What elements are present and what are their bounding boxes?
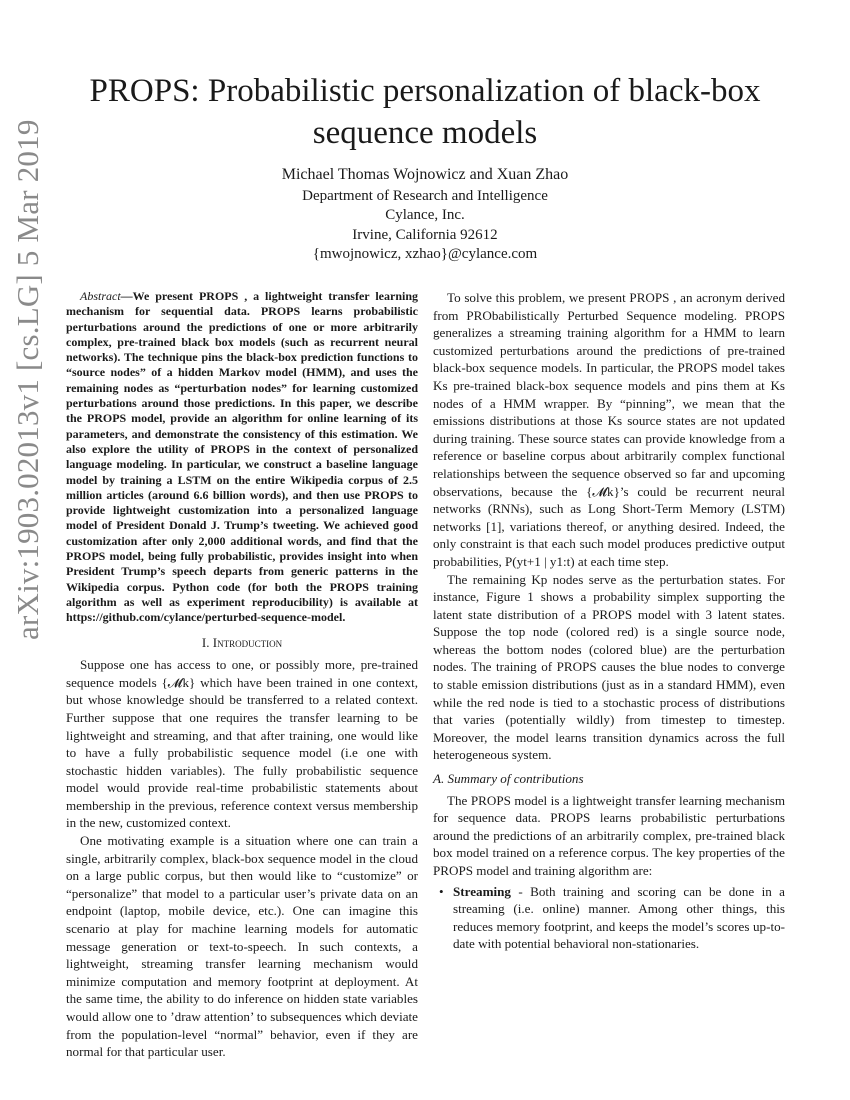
abstract-label: Abstract bbox=[80, 289, 121, 303]
left-column bbox=[66, 289, 418, 1061]
affiliation-department: Department of Research and Intelligence bbox=[302, 187, 548, 204]
contributions-list bbox=[433, 883, 785, 953]
intro-paragraph-3: To solve this problem, we present PROPS , an acronym derived from PRObabilistically Perturbed Sequence modeling. PROPS generalizes a streaming training algorithm for a HMM to learn customized perturbations around the predictions of pre-trained black-box sequence models. In particular, the PROPS model takes Ks pre-trained black-box sequence models and pins them at Ks nodes of a HMM wrapper. By “pinning”, we mean that the emissions distributions at those Ks source states are not updated during training. These source states can provide knowledge from a reference or baseline corpus about arbitrarily complex functional relationships between the sequence observed so far and upcoming observations, because the {𝓜k}’s could be recurrent neural networks (RNNs), such as Long Short-Term Memory (LSTM) networks [1], variations thereof, or anything desired. Indeed, the only constraint is that each such model produces predictive output probabilities, P(yt+1 | y1:t) at each time step. bbox=[433, 290, 785, 569]
list-item bbox=[433, 883, 785, 953]
affiliation-address: Irvine, California 92612 bbox=[352, 226, 498, 243]
section-introduction-heading: I. Introduction bbox=[201, 634, 283, 650]
affiliation-company: Cylance, Inc. bbox=[385, 207, 465, 223]
right-column bbox=[433, 289, 785, 953]
bullet-icon: • bbox=[439, 883, 444, 899]
abstract bbox=[66, 289, 418, 626]
contributions-paragraph: The PROPS model is a lightweight transfer learning mechanism for sequence data. PROPS learns probabilistic perturbations around the predictions of an arbitrarily complex, pre-trained black box model trained on a reference corpus. The key properties of the PROPS model and training algorithm are: bbox=[433, 792, 785, 878]
author-names: Michael Thomas Wojnowicz and Xuan Zhao bbox=[281, 166, 569, 183]
bullet-term: Streaming bbox=[453, 883, 511, 899]
bullet-text: - Both training and scoring can be done in a streaming (i.e. online) manner. Among other things, this reduces memory footprint, and keeps the model’s scores up-to-date with potential behavioral non-stationaries. bbox=[453, 883, 785, 952]
intro-paragraph-2: One motivating example is a situation where one can train a single, arbitrarily complex, black-box sequence model in the cloud on a large public corpus, but then would like to “customize” or “personalize” that model to a particular user’s private data on an endpoint (laptop, mobile device, etc.). One can imagine this scenario at play for machine learning models for automatic message generation or text-to-speech. In such contexts, a lightweight, streaming transfer learning mechanism would minimize computation and memory footprint at deployment. At the same time, the ability to do inference on hidden state variables would allow one to ’draw attention’ to subsequences which deviate from the population-level “normal” behavior, even if they are normal for that particular user. bbox=[66, 833, 418, 1060]
abstract-text: —We present PROPS , a lightweight transfer learning mechanism for sequential data. PROPS learns probabilistic perturbations around the predictions of one or more arbitrarily complex, pre-trained black box models (such as recurrent neural networks). The technique pins the black-box prediction functions to “source nodes” of a hidden Markov model (HMM), and uses the remaining nodes as “perturbation nodes” for learning customized perturbations around those predictions. In this paper, we describe the PROPS model, provide an algorithm for online learning of its parameters, and demonstrate the consistency of this estimation. We also explore the utility of PROPS in the context of personalized language modeling. In particular, we construct a baseline language model by training a LSTM on the entire Wikipedia corpus of 2.5 million articles (around 6.6 billion words), and then use PROPS to provide lightweight customization into a personalized language model of President Donald J. Trump’s tweeting. We achieved good customization after only 2,000 additional words, and find that the PROPS model, being fully probabilistic, provides insight into when President Trump’s speech departs from generic patterns in the Wikipedia corpus. Python code (for both the PROPS training algorithm as well as experiment reproducibility) is available at https://github.com/cylance/perturbed-sequence-model. bbox=[66, 289, 418, 625]
author-emails: {mwojnowicz, xzhao}@cylance.com bbox=[312, 246, 538, 262]
intro-paragraph-4: The remaining Kp nodes serve as the perturbation states. For instance, Figure 1 shows a probability simplex supporting the latent state distribution of a PROPS model with 3 latent states. Suppose the top node (colored red) is a single source node, whereas the bottom nodes (colored blue) are the perturbation nodes. The training of PROPS causes the blue nodes to converge to stable emission distributions (just as in a standard HMM), even while the red node is tied to a stochastic process of distributions that varies (potentially wildly) from timestep to timestep. Moreover, the model learns transition dynamics across the full heterogeneous system. bbox=[433, 571, 785, 763]
subsection-contributions-heading: A. Summary of contributions bbox=[433, 771, 584, 787]
arxiv-identifier-stamp: arXiv:1903.02013v1 [cs.LG] 5 Mar 2019 bbox=[10, 119, 45, 640]
author-block bbox=[200, 165, 650, 265]
intro-paragraph-1: Suppose one has access to one, or possibly more, pre-trained sequence models {𝓜k} which have been trained in one context, but whose knowledge should be transferred to a related context. Further suppose that one requires the transfer learning to be lightweight and streaming, and that after training, one would like to have a fully probabilistic sequence model (i.e one with stochastic hidden variables). The fully probabilistic sequence model would provide real-time probabilistic statements about membership in the previous, reference context versus membership in the new, customized context. bbox=[66, 657, 418, 831]
paper-title: PROPS: Probabilistic personalization of black-box sequence models bbox=[89, 73, 761, 151]
